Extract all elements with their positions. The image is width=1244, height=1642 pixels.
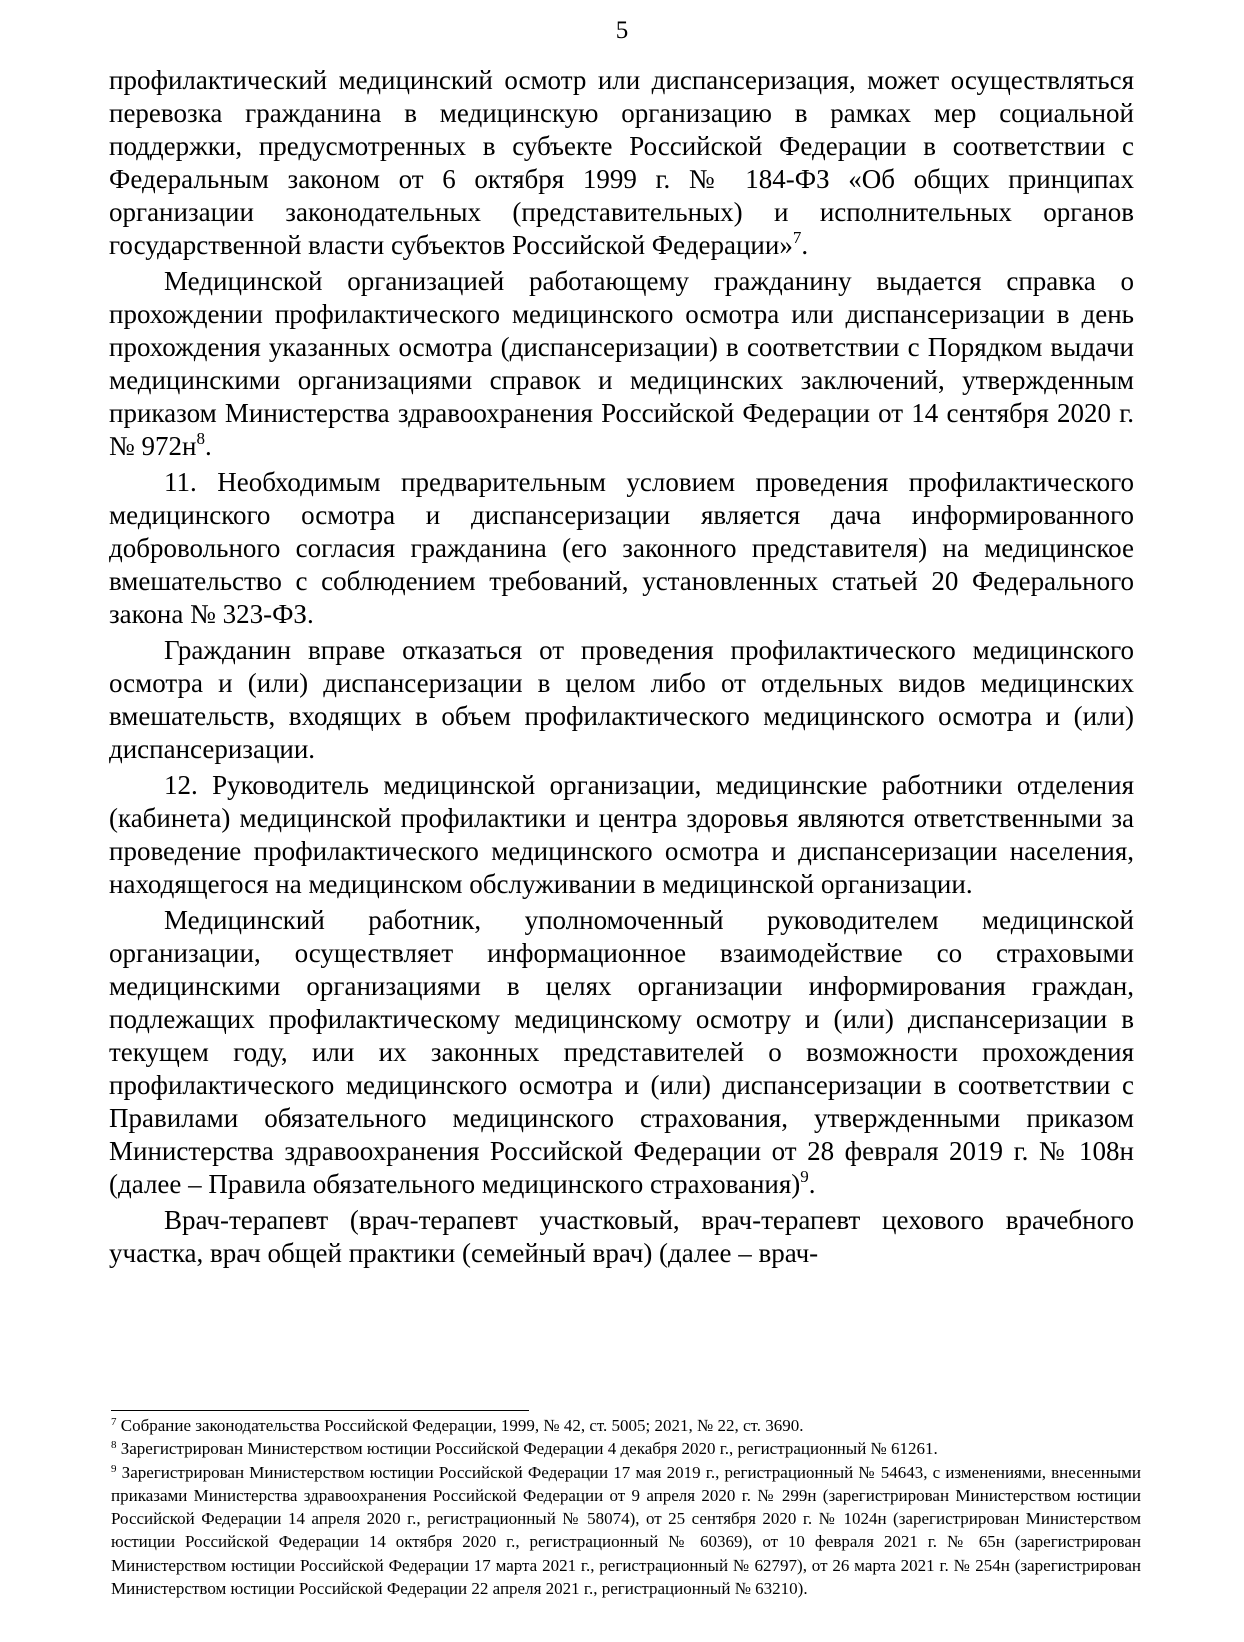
footnote-item [111, 1461, 1141, 1601]
footnote-ref: 9 [800, 1167, 809, 1186]
footnote-number: 9 [111, 1462, 117, 1475]
paragraph-text: профилактический медицинский осмотр или диспансеризация, может осуществляться перевозка гражданина в медицинскую организацию в рамках мер социальной поддержки, предусмотренных в субъекте Российской Федерации в соответствии с Федеральным законом от 6 октября 1999 г. № 184-ФЗ «Об общих принципах организации законодательных (представительных) и исполнительных органов государственной власти субъектов Российской Федерации» [109, 65, 1134, 260]
footnote-number: 8 [111, 1439, 117, 1452]
paragraph-tail: . [204, 431, 212, 461]
paragraph-tail: . [808, 1169, 816, 1199]
footnote-ref: 7 [792, 228, 802, 247]
paragraph-text: Медицинский работник, уполномоченный руководителем медицинской организации, осуществляет информационное взаимодействие со страховыми медицинскими организациями в целях организации информирования граждан, подлежащих профилактическому медицинскому осмотру и (или) диспансеризации в текущем году, или их законных представителей о возможности прохождения профилактического медицинского осмотра и (или) диспансеризации в соответствии с Правилами обязательного медицинского страхования, утвержденными приказом Министерства здравоохранения Российской Федерации от 28 февраля 2019 г. № 108н (далее – Правила обязательного медицинского страхования) [109, 905, 1134, 1199]
footnote-ref: 8 [196, 429, 205, 448]
page-number: 5 [615, 17, 629, 44]
footnote-text: Зарегистрирован Министерством юстиции Российской Федерации 17 мая 2019 г., регистрационный № 54643, с изменениями, внесенными приказами Министерства здравоохранения Российской Федерации от 9 апреля 2020 г. № 299н (зарегистрирован Министерством юстиции Российской Федерации 14 апреля 2020 г., регистрационный № 58074), от 25 сентября 2020 г. № 1024н (зарегистрирован Министерством юстиции Российской Федерации 14 октября 2020 г., регистрационный № 60369), от 10 февраля 2021 г. № 65н (зарегистрирован Министерством юстиции Российской Федерации 17 марта 2021 г., регистрационный № 62797), от 26 марта 2021 г. № 254н (зарегистрирован Министерством юстиции Российской Федерации 22 апреля 2021 г., регистрационный № 63210). [111, 1462, 1141, 1599]
paragraph-tail: . [801, 230, 809, 260]
footnote-item [111, 1414, 1141, 1437]
paragraph-information [109, 904, 1134, 1201]
paragraph-continuation [109, 64, 1134, 262]
paragraph-text: Медицинской организацией работающему гражданину выдается справка о прохождении профилактического медицинского осмотра или диспансеризации в день прохождения указанных осмотра (диспансеризации) в соответствии с Порядком выдачи медицинскими организациями справок и медицинских заключений, утвержденным приказом Министерства здравоохранения Российской Федерации от 14 сентября 2020 г. № 972н [109, 266, 1134, 461]
paragraph-refusal [109, 634, 1134, 766]
paragraph-item-12 [109, 769, 1134, 901]
paragraph-item-11 [109, 466, 1134, 631]
body-text [109, 64, 1134, 1270]
paragraph-text: Гражданин вправе отказаться от проведения профилактического медицинского осмотра и (или) диспансеризации в целом либо от отдельных видов медицинских вмешательств, входящих в объем профилактического медицинского осмотра и (или) диспансеризации. [109, 635, 1134, 764]
paragraph-therapist [109, 1204, 1134, 1270]
footnotes [111, 1414, 1141, 1600]
footnote-text: Собрание законодательства Российской Федерации, 1999, № 42, ст. 5005; 2021, № 22, ст. 3690. [120, 1416, 804, 1435]
footnote-item [111, 1437, 1141, 1460]
paragraph-text: 12. Руководитель медицинской организации, медицинские работники отделения (кабинета) медицинской профилактики и центра здоровья являются ответственными за проведение профилактического медицинского осмотра и диспансеризации населения, находящегося на медицинском обслуживании в медицинской организации. [109, 770, 1134, 899]
footnote-number: 7 [111, 1416, 117, 1428]
paragraph-certificate [109, 265, 1134, 463]
paragraph-text: Врач-терапевт (врач-терапевт участковый, врач-терапевт цехового врачебного участка, врач общей практики (семейный врач) (далее – врач- [109, 1205, 1134, 1268]
footnote-divider [111, 1410, 529, 1411]
footnote-text: Зарегистрирован Министерством юстиции Российской Федерации 4 декабря 2020 г., регистрационный № 61261. [120, 1439, 938, 1459]
paragraph-text: 11. Необходимым предварительным условием проведения профилактического медицинского осмотра и диспансеризации является дача информированного добровольного согласия гражданина (его законного представителя) на медицинское вмешательство с соблюдением требований, установленных статьей 20 Федерального закона № 323-ФЗ. [109, 467, 1134, 629]
